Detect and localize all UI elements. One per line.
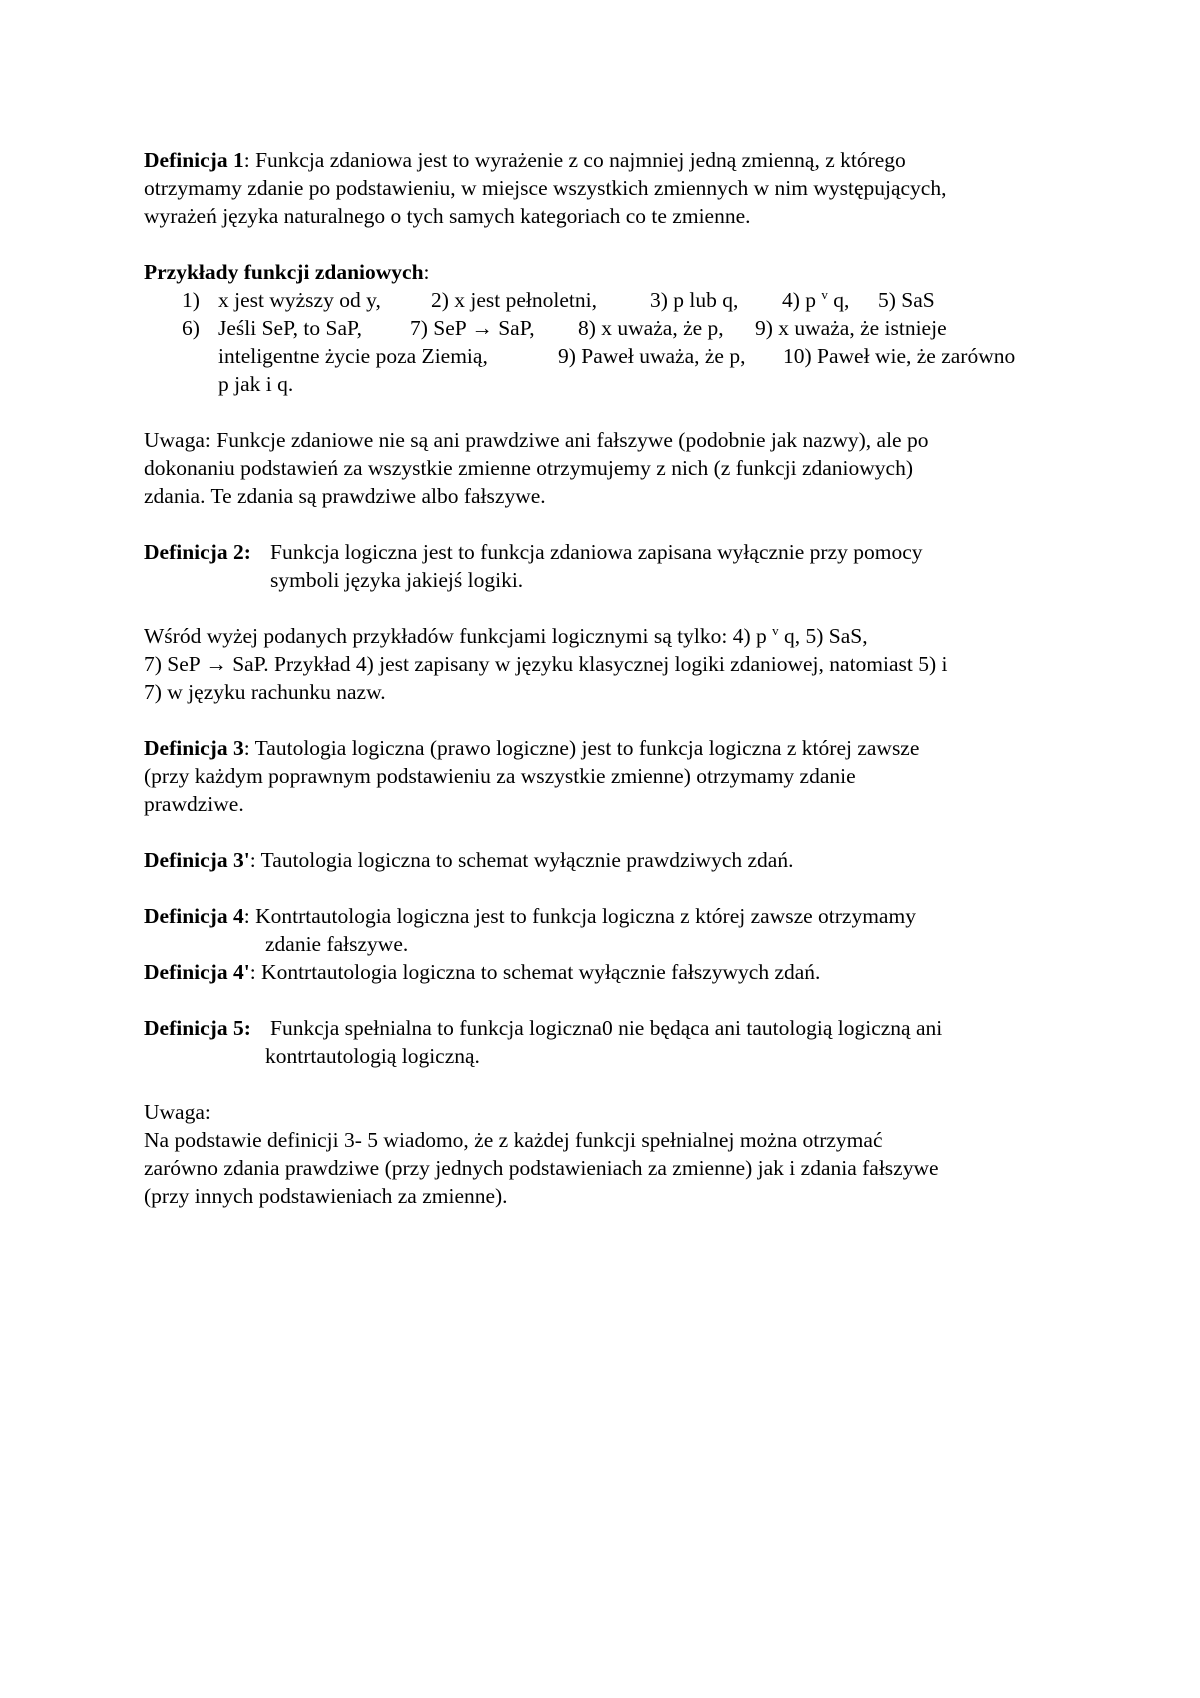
- note-2-line-3: (przy innych podstawieniach za zmienne).: [144, 1184, 508, 1208]
- examples-heading-colon: :: [423, 260, 430, 284]
- example-9: 9) x uważa, że istnieje: [755, 316, 947, 340]
- list-item-number: 6): [182, 316, 200, 340]
- definition-5-line-2: kontrtautologią logiczną.: [265, 1044, 480, 1068]
- definition-5: [0, 1014, 1200, 1070]
- definition-4-prime: [144, 958, 1064, 986]
- note-1-line-2: dokonaniu podstawień za wszystkie zmienne otrzymujemy z nich (z funkcji zdaniowych): [144, 456, 913, 480]
- definition-1-line-3: wyrażeń języka naturalnego o tych samych kategoriach co te zmienne.: [144, 204, 751, 228]
- example-2: 2) x jest pełnoletni,: [431, 288, 597, 312]
- definition-4-line-1: : Kontrtautologia logiczna jest to funkcja logiczna z której zawsze otrzymamy: [243, 904, 916, 928]
- definition-2-label: Definicja 2:: [144, 540, 251, 564]
- definition-4-prime-label: Definicja 4': [144, 960, 250, 984]
- example-9b: 9) Paweł uważa, że p,: [558, 344, 746, 368]
- note-2-line-1: Na podstawie definicji 3- 5 wiadomo, że z każdej funkcji spełnialnej można otrzymać: [144, 1128, 883, 1152]
- definition-2: [0, 538, 1200, 594]
- disjunction-symbol: v: [772, 623, 779, 638]
- example-10: 10) Paweł wie, że zarówno: [783, 344, 1016, 368]
- definition-3-prime-label: Definicja 3': [144, 848, 250, 872]
- paragraph-line-1-pre: Wśród wyżej podanych przykładów funkcjami logicznymi są tylko: 4) p: [144, 624, 767, 648]
- definition-1-label: Definicja 1: [144, 148, 244, 172]
- definition-1: [144, 146, 1064, 230]
- list-item-number: 1): [182, 288, 200, 312]
- example-4-post: q,: [827, 288, 850, 312]
- example-6: Jeśli SeP, to SaP,: [218, 316, 362, 340]
- note-1: [144, 426, 1064, 510]
- examples-heading-text: Przykłady funkcji zdaniowych: [144, 260, 424, 284]
- note-2-title: Uwaga:: [144, 1100, 211, 1124]
- definition-3-label: Definicja 3: [144, 736, 244, 760]
- examples-heading: [144, 258, 1064, 286]
- definition-1-line-2: otrzymamy zdanie po podstawieniu, w miejsce wszystkich zmiennych w nim występujących,: [144, 176, 947, 200]
- example-10-continued: p jak i q.: [218, 372, 294, 396]
- list-item: [0, 314, 1200, 398]
- paragraph-line-2: 7) SeP → SaP. Przykład 4) jest zapisany w języku klasycznej logiki zdaniowej, natomiast 5) i: [144, 652, 948, 676]
- definition-2-line-1: Funkcja logiczna jest to funkcja zdaniowa zapisana wyłącznie przy pomocy: [270, 540, 923, 564]
- example-7: 7) SeP → SaP,: [410, 316, 535, 340]
- paragraph-line-1-post: q, 5) SaS,: [778, 624, 868, 648]
- definition-5-label: Definicja 5:: [144, 1016, 251, 1040]
- definition-3-line-2: (przy każdym poprawnym podstawieniu za wszystkie zmienne) otrzymamy zdanie: [144, 764, 856, 788]
- example-4-pre: 4) p: [782, 288, 817, 312]
- note-1-line-3: zdania. Te zdania są prawdziwe albo fałszywe.: [144, 484, 546, 508]
- example-3: 3) p lub q,: [650, 288, 739, 312]
- logical-functions-paragraph: [144, 622, 1064, 706]
- example-1: x jest wyższy od y,: [218, 288, 381, 312]
- definition-2-line-2: symboli języka jakiejś logiki.: [270, 568, 524, 592]
- list-item: [0, 286, 1200, 314]
- note-2: [144, 1098, 1064, 1210]
- definition-4-label: Definicja 4: [144, 904, 244, 928]
- definition-1-line-1: : Funkcja zdaniowa jest to wyrażenie z co najmniej jedną zmienną, z którego: [243, 148, 906, 172]
- paragraph-line-3: 7) w języku rachunku nazw.: [144, 680, 386, 704]
- note-2-line-2: zarówno zdania prawdziwe (przy jednych podstawieniach za zmienne) jak i zdania fałszywe: [144, 1156, 939, 1180]
- definition-3-line-3: prawdziwe.: [144, 792, 244, 816]
- example-8: 8) x uważa, że p,: [578, 316, 724, 340]
- definition-4-prime-text: : Kontrtautologia logiczna to schemat wyłącznie fałszywych zdań.: [249, 960, 821, 984]
- definition-5-line-1: Funkcja spełnialna to funkcja logiczna0 nie będąca ani tautologią logiczną ani: [270, 1016, 943, 1040]
- definition-4-line-2: zdanie fałszywe.: [265, 932, 409, 956]
- example-5: 5) SaS: [878, 288, 935, 312]
- definition-4: [0, 902, 1200, 958]
- definition-3-line-1: : Tautologia logiczna (prawo logiczne) jest to funkcja logiczna z której zawsze: [243, 736, 920, 760]
- disjunction-symbol: v: [821, 287, 828, 302]
- definition-3: [144, 734, 1064, 818]
- note-1-line-1: Uwaga: Funkcje zdaniowe nie są ani prawdziwe ani fałszywe (podobnie jak nazwy), ale po: [144, 428, 929, 452]
- example-4: [782, 286, 849, 314]
- definition-3-prime: [144, 846, 1064, 874]
- definition-3-prime-text: : Tautologia logiczna to schemat wyłącznie prawdziwych zdań.: [249, 848, 794, 872]
- example-9-continued: inteligentne życie poza Ziemią,: [218, 344, 488, 368]
